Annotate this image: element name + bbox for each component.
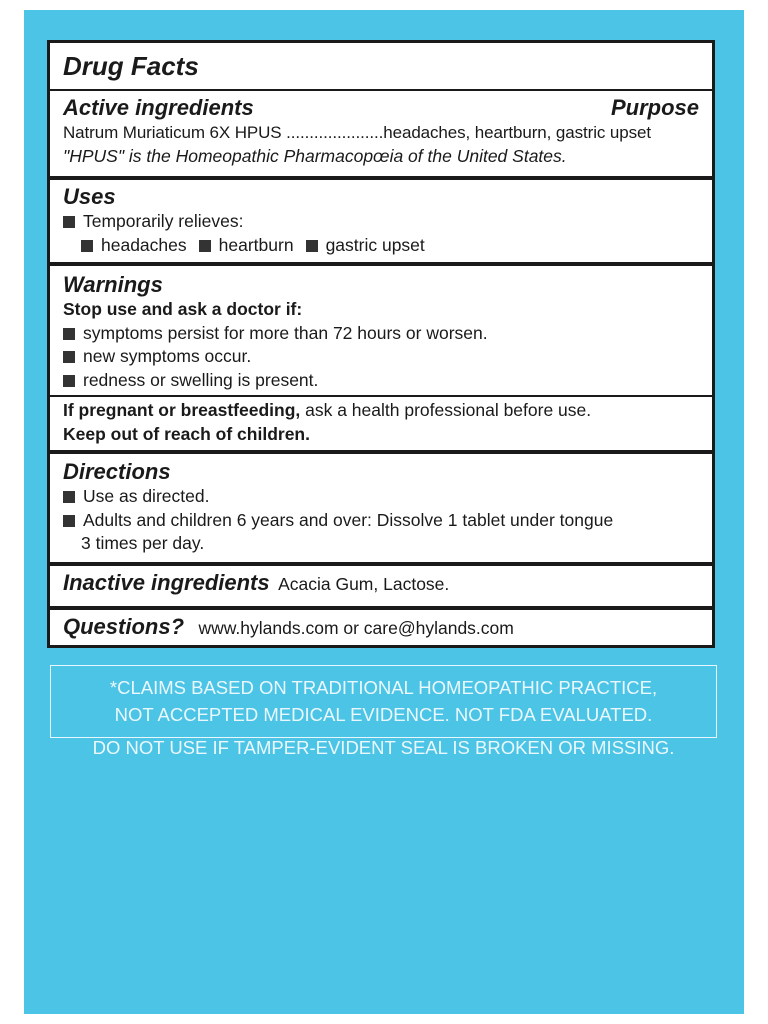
pregnancy-warning-rest: ask a health professional before use. [300,400,592,420]
inactive-ingredients-heading: Inactive ingredients [63,570,270,595]
questions-section [50,614,712,641]
list-item [63,322,699,346]
warnings-heading: Warnings [63,272,163,297]
list-item [63,509,699,533]
drug-facts-box [47,40,715,648]
keep-out-warning: Keep out of reach of children. [63,423,310,444]
stop-use-text: Stop use and ask a doctor if: [63,299,303,319]
warning-item-label: symptoms persist for more than 72 hours or worsen. [83,322,488,343]
uses-item-label: headaches [101,234,187,255]
bullet-icon [63,491,75,503]
divider [50,562,712,566]
uses-section [50,184,712,257]
list-item [63,345,699,369]
hpus-note: "HPUS" is the Homeopathic Pharmacopœia of the United States. [63,145,567,166]
divider [50,395,712,397]
ingredient-line: Natrum Muriaticum 6X HPUS .....................headaches, heartburn, gastric upset [63,123,651,142]
direction-item-continuation: 3 times per day. [81,533,205,553]
list-item [63,485,699,509]
list-item [63,369,699,393]
divider [50,89,712,91]
warnings-section [50,272,712,392]
inactive-ingredients-section [50,570,712,597]
list-item [81,235,187,255]
claims-notice [50,665,717,738]
divider [50,450,712,454]
active-ingredients-section [50,95,712,168]
direction-item-label: Adults and children 6 years and over: Dissolve 1 tablet under tongue [83,509,614,530]
bullet-icon [63,328,75,340]
claims-line-1: *CLAIMS BASED ON TRADITIONAL HOMEOPATHIC PRACTICE, [109,677,658,698]
divider [50,606,712,610]
warning-item-label: new symptoms occur. [83,346,252,366]
list-item [199,235,294,255]
inactive-ingredients-text: Acacia Gum, Lactose. [278,574,450,594]
directions-section [50,459,712,556]
warning-item-label: redness or swelling is present. [83,369,319,390]
questions-heading: Questions? [63,614,185,639]
direction-item-label: Use as directed. [83,486,210,506]
bullet-icon [199,240,211,252]
bullet-icon [63,515,75,527]
questions-contact: www.hylands.com or care@hylands.com [198,618,514,638]
uses-items [63,234,699,258]
warnings-extra [50,399,712,446]
divider [50,262,712,266]
active-ingredients-heading: Active ingredients [63,95,254,120]
purpose-heading: Purpose [610,95,699,120]
uses-heading: Uses [63,184,116,209]
drug-facts-title: Drug Facts [63,51,199,81]
list-item [306,235,425,255]
bullet-icon [63,375,75,387]
divider [50,176,712,180]
bullet-icon [306,240,318,252]
pregnancy-warning [63,399,699,423]
seal-warning: DO NOT USE IF TAMPER-EVIDENT SEAL IS BROKEN OR MISSING. [92,737,675,758]
claims-line-2: NOT ACCEPTED MEDICAL EVIDENCE. NOT FDA EVALUATED. [114,704,653,725]
uses-intro: Temporarily relieves: [83,211,244,231]
uses-intro-item [63,210,699,234]
uses-item-label: heartburn [218,234,294,255]
bullet-icon [63,216,75,228]
uses-item-label: gastric upset [325,234,425,255]
package-panel [24,10,744,1014]
bullet-icon [63,351,75,363]
directions-heading: Directions [63,459,171,484]
pregnancy-warning-bold: If pregnant or breastfeeding, [63,400,301,420]
bullet-icon [81,240,93,252]
